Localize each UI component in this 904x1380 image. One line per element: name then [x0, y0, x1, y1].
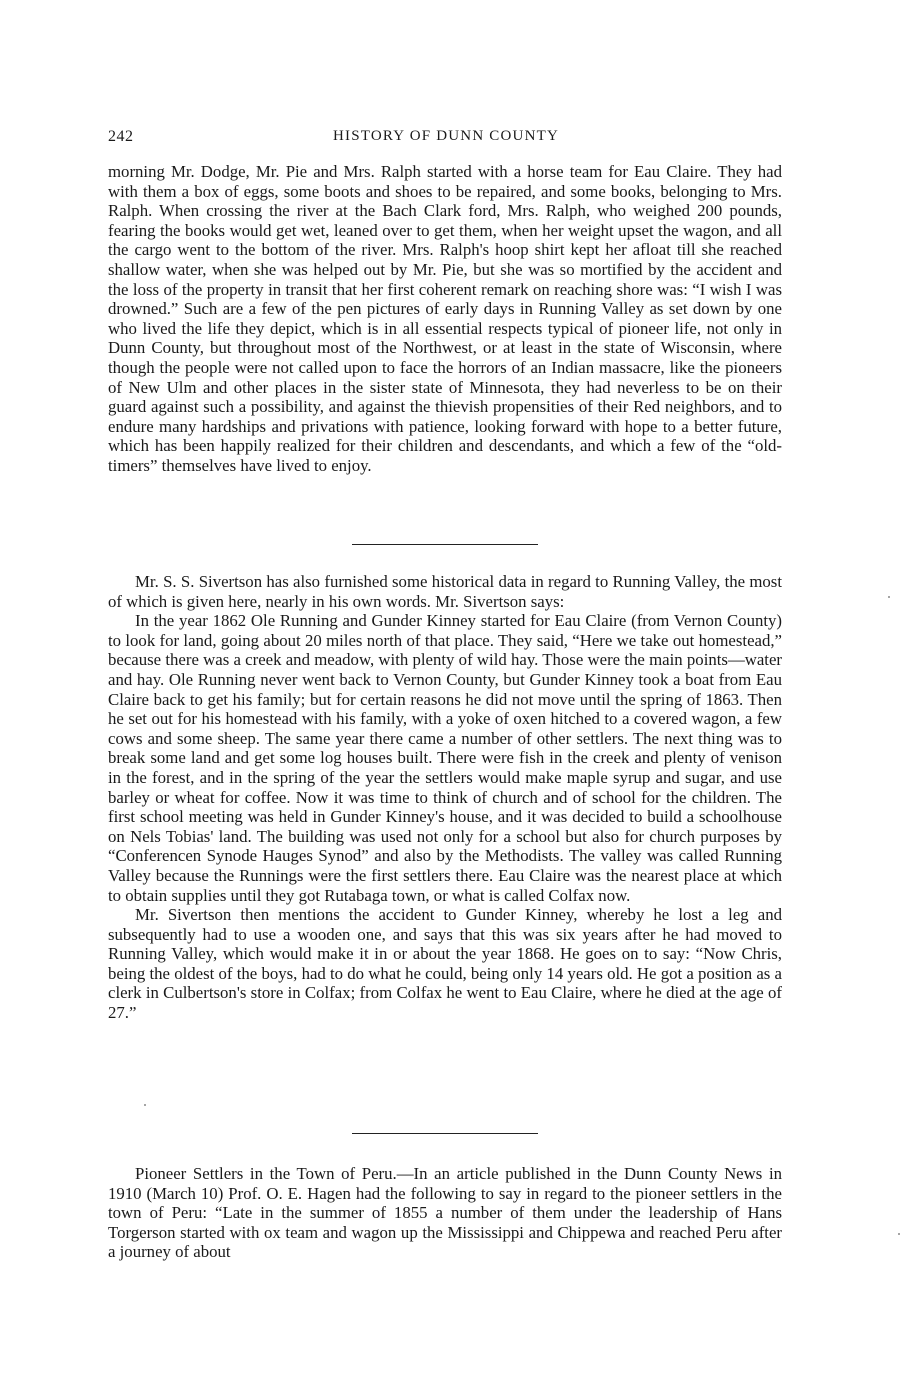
paragraph: Mr. Sivertson then mentions the accident to Gunder Kinney, whereby he lost a leg and subsequently had to use a wooden one, and says that this was six years after he had moved to Running Valley, which would make it in or about the year 1868. He goes on to say: “Now Chris, being the oldest of the boys, had to do what he could, being only 14 years old. He got a position as a clerk in Culbertson's store in Colfax; from Colfax he went to Eau Claire, where he died at the age of 27.” — [108, 905, 782, 1023]
scan-speck — [898, 1233, 900, 1235]
page-number: 242 — [108, 128, 134, 145]
scan-speck — [888, 596, 890, 598]
section-divider — [352, 544, 538, 545]
running-head — [108, 128, 784, 150]
section-divider — [352, 1133, 538, 1134]
running-head-title: HISTORY OF DUNN COUNTY — [333, 128, 559, 144]
section-peru-pioneers — [108, 1164, 782, 1262]
paragraph: Mr. S. S. Sivertson has also furnished some historical data in regard to Running Valley, the most of which is given here, nearly in his own words. Mr. Sivertson says: — [108, 572, 782, 611]
section-sivertson-account — [108, 572, 782, 1023]
section-running-valley-narrative — [108, 162, 782, 476]
paragraph: morning Mr. Dodge, Mr. Pie and Mrs. Ralph started with a horse team for Eau Claire. They had with them a box of eggs, some boots and shoes to be repaired, and some books, belonging to Mrs. Ralph. When crossing the river at the Bach Clark ford, Mrs. Ralph, who weighed 200 pounds, fearing the books would get wet, leaned over to get them, when her weight upset the wagon, and all the cargo went to the bottom of the river. Mrs. Ralph's hoop shirt kept her afloat till she reached shallow water, when she was helped out by Mr. Pie, but she was so mortified by the accident and the loss of the property in transit that her first coherent remark on reaching shore was: “I wish I was drowned.” Such are a few of the pen pictures of early days in Running Valley as set down by one who lived the life they depict, which is in all essential respects typical of pioneer life, not only in Dunn County, but throughout most of the Northwest, or at least in the state of Wisconsin, where though the people were not called upon to face the horrors of an Indian massacre, like the pioneers of New Ulm and other places in the sister state of Minnesota, they had neverless to be on their guard against such a possibility, and against the thievish propensities of their Red neighbors, and to endure many hardships and privations with patience, looking forward with hope to a better future, which has been happily realized for their children and descendants, and which a few of the “old-timers” themselves have lived to enjoy. — [108, 162, 782, 475]
paragraph: Pioneer Settlers in the Town of Peru.—In an article published in the Dunn County News in 1910 (March 10) Prof. O. E. Hagen had the following to say in regard to the pioneer settlers in the town of Peru: “Late in the summer of 1855 a number of them under the leadership of Hans Torgerson started with ox team and wagon up the Mississippi and Chippewa and reached Peru after a journey of about — [108, 1164, 782, 1262]
paragraph: In the year 1862 Ole Running and Gunder Kinney started for Eau Claire (from Vernon County) to look for land, going about 20 miles north of that place. They said, “Here we take out homestead,” because there was a creek and meadow, with plenty of wild hay. Those were the main points—water and hay. Ole Running never went back to Vernon County, but Gunder Kinney took a boat from Eau Claire back to get his family; but for certain reasons he did not move until the spring of 1863. Then he set out for his homestead with his family, with a yoke of oxen hitched to a covered wagon, a few cows and some sheep. The same year there came a number of other settlers. The next thing was to break some land and get some log houses built. There were fish in the creek and plenty of venison in the forest, and in the spring of the year the settlers would make maple syrup and sugar, and use barley or wheat for coffee. Now it was time to think of church and of school for the children. The first school meeting was held in Gunder Kinney's house, and it was decided to build a schoolhouse on Nels Tobias' land. The building was used not only for a school but also for church purposes by “Conferencen Synode Hauges Synod” and also by the Methodists. The valley was called Running Valley because the Runnings were the first settlers there. Eau Claire was the nearest place at which to obtain supplies until they got Rutabaga town, or what is called Colfax now. — [108, 611, 782, 905]
scan-speck — [144, 1104, 146, 1106]
